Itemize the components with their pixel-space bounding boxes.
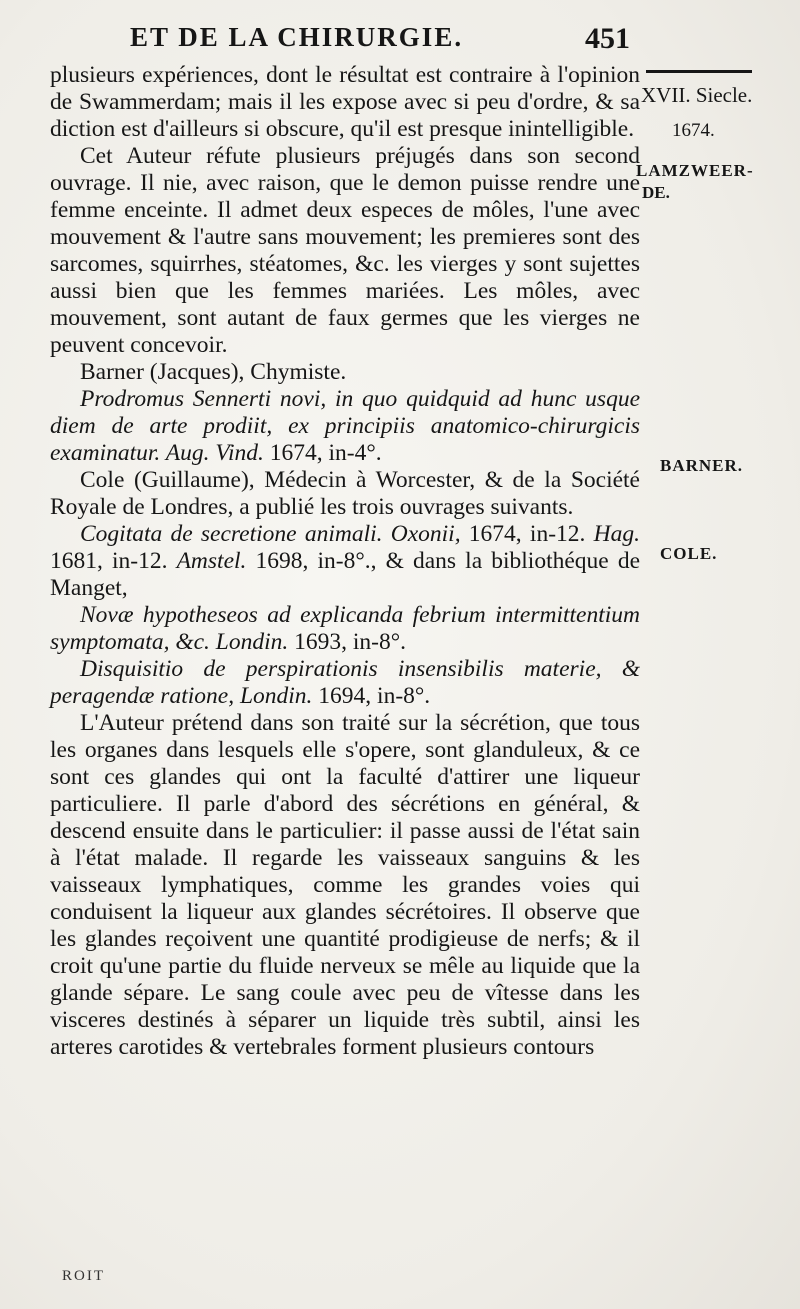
page-number: 451 bbox=[585, 22, 630, 55]
page-header bbox=[130, 22, 630, 58]
work-imprint: 1694, in-8°. bbox=[312, 683, 431, 709]
paragraph: plusieurs expériences, dont le résultat est contraire à l'opinion de Swammerdam; mais il les expose avec si peu d'ordre, & sa diction est d'ailleurs si obscure, qu'il est presque inintelligible. bbox=[50, 62, 640, 142]
work-title: Prodromus Sennerti novi, in quo quidquid ad hunc usque diem de arte prodiit, ex principiis anatomico-chirurgicis examinatur. Aug. Vind. bbox=[50, 386, 640, 466]
work-imprint: 1674, in-4°. bbox=[263, 440, 382, 466]
bibliography-author: Cole (Guillaume), Médecin à Worcester, & de la Société Royale de Londres, a publié les trois ouvrages suivants. bbox=[50, 467, 640, 520]
work-imprint: 1681, in-12. bbox=[50, 548, 177, 574]
paragraph: L'Auteur prétend dans son traité sur la sécrétion, que tous les organes dans lesquels elle s'opere, sont glanduleux, & ce sont ces glandes qui ont la faculté d'attirer une liqueur particuliere. Il parle d'abord des sécrétions en général, & descend ensuite dans le particulier: il passe aussi de l'état sain à l'état malade. Il regarde les vaisseaux sanguins & les vaisseaux lymphatiques, comme les grandes voies qui conduisent la liqueur aux glandes sécrétoires. Il observe que les glandes reçoivent une quantité prodigieuse de nerfs; & il croit qu'une partie du fluide nerveux se mêle au liquide que la glande sépare. Le sang coule avec peu de vîtesse dans les visceres destinés à séparer un liquide très subtil, ainsi les arteres carotides & vertebrales forment plusieurs contours bbox=[50, 710, 640, 1060]
body-text bbox=[50, 62, 640, 1061]
margin-rule bbox=[646, 70, 752, 73]
margin-note-cole: COLE. bbox=[660, 544, 718, 563]
bibliography-author: Barner (Jacques), Chymiste. bbox=[80, 359, 347, 385]
work-imprint: 1693, in-8°. bbox=[288, 629, 407, 655]
bibliography-entry bbox=[50, 521, 640, 602]
running-head: ET DE LA CHIRURGIE. bbox=[130, 22, 464, 52]
work-title: Novæ hypotheseos ad explicanda febrium intermittentium symptomata, &c. Londin. bbox=[50, 602, 640, 655]
bibliography-entry bbox=[50, 386, 640, 467]
margin-note-lamzweerde-cont: DE. bbox=[642, 183, 670, 202]
paragraph: Cet Auteur réfute plusieurs préjugés dans son second ouvrage. Il nie, avec raison, que le demon puisse rendre une femme enceinte. Il admet deux especes de môles, l'une avec mouvement & l'autre sans mouvement; les premieres sont des sarcomes, squirrhes, stéatomes, &c. les vierges y sont sujettes aussi bien que les femmes mariées. Les môles, avec mouvement, sont autant de faux germes que les vierges ne peuvent concevoir. bbox=[50, 143, 640, 358]
margin-note-century: XVII. Siecle. bbox=[641, 83, 753, 107]
bibliography-entry bbox=[50, 656, 640, 710]
work-title: Disquisitio de perspirationis insensibilis materie, & peragendæ ratione, Londin. bbox=[50, 656, 640, 709]
bibliography-entry bbox=[50, 602, 640, 656]
work-imprint: 1674, in-12. bbox=[460, 521, 594, 547]
margin-note-barner: BARNER. bbox=[660, 456, 744, 475]
margin-note-year: 1674. bbox=[672, 120, 715, 141]
work-imprint: 1698, in-8°., & dans la bibliothéque de Manget, bbox=[50, 548, 641, 601]
place-name: Amstel. bbox=[176, 548, 247, 574]
place-name: Hag. bbox=[593, 521, 640, 547]
margin-note-lamzweerde: LAMZWEER- bbox=[636, 161, 754, 180]
work-title: Cogitata de secretione animali. Oxonii, bbox=[80, 521, 461, 547]
catchword: ROIT bbox=[62, 1268, 105, 1284]
